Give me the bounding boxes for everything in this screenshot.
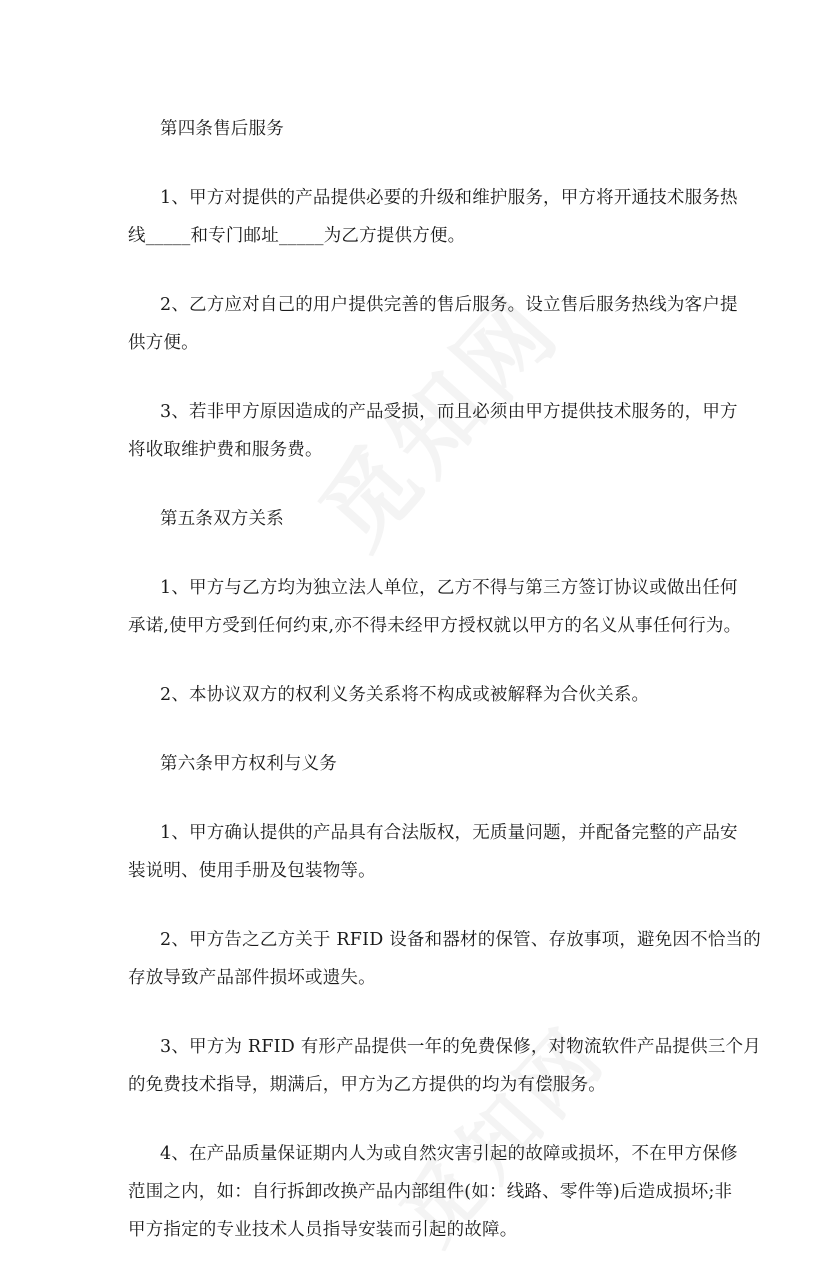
- paragraph: [128, 1135, 738, 1249]
- paragraph: [128, 500, 712, 538]
- text-line: 线_____和专门邮址_____为乙方提供方便。: [128, 226, 466, 246]
- text-line: 4、在产品质量保证期内人为或自然灾害引起的故障或损坏，不在甲方保修: [160, 1144, 738, 1164]
- text-line: 1、甲方对提供的产品提供必要的升级和维护服务，甲方将开通技术服务热: [160, 188, 738, 208]
- text-line: 承诺,使甲方受到任何约束,亦不得未经甲方授权就以甲方的名义从事任何行为。: [128, 616, 742, 636]
- paragraph: [128, 676, 712, 714]
- paragraph: [128, 179, 738, 255]
- text-line: 范围之内，如：自行拆卸改换产品内部组件(如：线路、零件等)后造成损坏;非: [128, 1182, 733, 1202]
- text-line: 1、甲方确认提供的产品具有合法版权，无质量问题，并配备完整的产品安: [160, 823, 738, 843]
- text-line: 将收取维护费和服务费。: [128, 440, 323, 460]
- paragraph: [128, 286, 738, 362]
- document-body: [128, 110, 761, 1280]
- text-line: 存放导致产品部件损坏或遗失。: [128, 968, 376, 988]
- text-line: 甲方指定的专业技术人员指导安装而引起的故障。: [128, 1220, 518, 1240]
- text-line: 第五条双方关系: [160, 509, 284, 529]
- text-line: 3、甲方为 RFID 有形产品提供一年的免费保修，对物流软件产品提供三个月: [160, 1037, 761, 1057]
- paragraph: [128, 110, 712, 148]
- text-line: 2、甲方告之乙方关于 RFID 设备和器材的保管、存放事项，避免因不恰当的: [160, 930, 761, 950]
- text-line: 2、本协议双方的权利义务关系将不构成或被解释为合伙关系。: [160, 685, 650, 705]
- text-line: 第四条售后服务: [160, 119, 284, 139]
- text-line: 2、乙方应对自己的用户提供完善的售后服务。设立售后服务热线为客户提: [160, 295, 738, 315]
- paragraph: [128, 921, 761, 997]
- paragraph: [128, 393, 738, 469]
- paragraph: [128, 569, 742, 645]
- text-line: 3、若非甲方原因造成的产品受损，而且必须由甲方提供技术服务的，甲方: [160, 402, 738, 422]
- text-line: 第六条甲方权利与义务: [160, 754, 337, 774]
- paragraph: [128, 1028, 761, 1104]
- text-line: 1、甲方与乙方均为独立法人单位，乙方不得与第三方签订协议或做出任何: [160, 578, 738, 598]
- text-line: 的免费技术指导，期满后，甲方为乙方提供的均为有偿服务。: [128, 1075, 606, 1095]
- paragraph: [128, 814, 738, 890]
- text-line: 供方便。: [128, 333, 199, 353]
- text-line: 装说明、使用手册及包装物等。: [128, 861, 376, 881]
- paragraph: [128, 745, 712, 783]
